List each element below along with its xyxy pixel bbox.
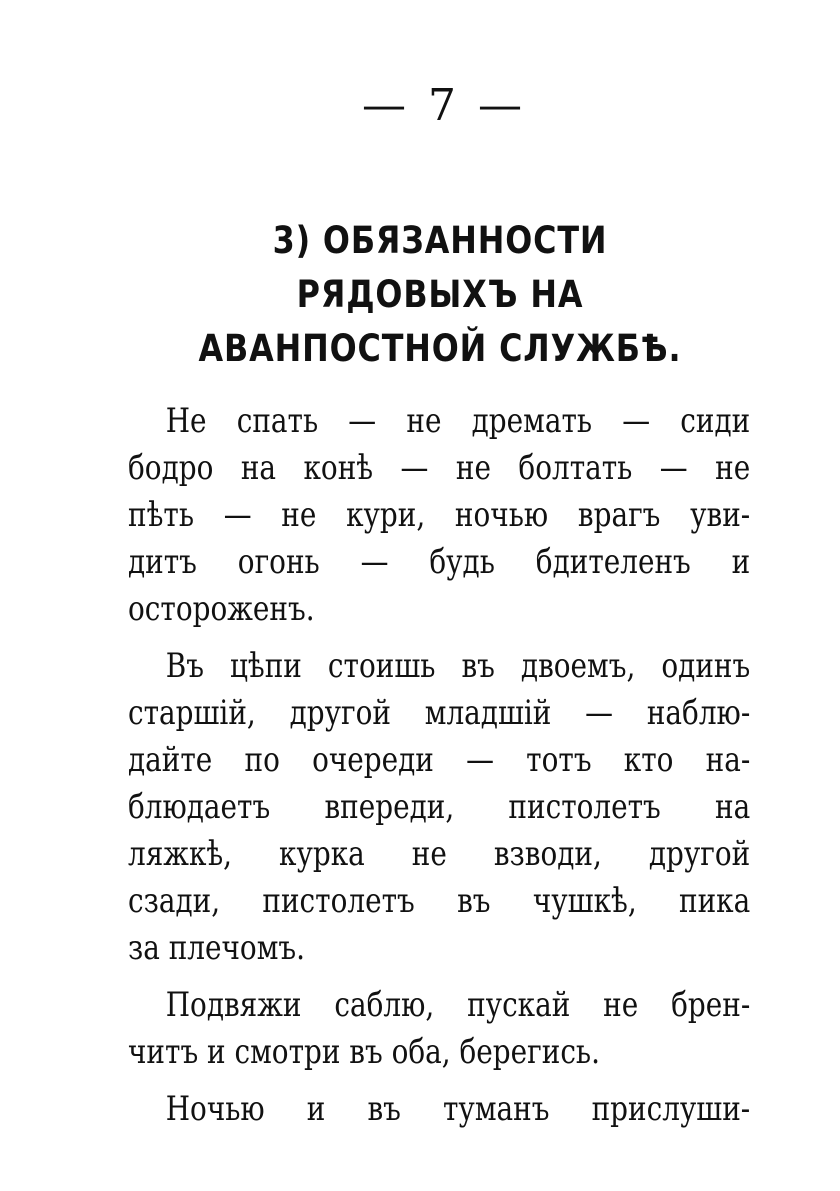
text-line: дитъ огонь — будь бдителенъ и xyxy=(128,542,751,582)
section-title-line: АВАНПОСТНОЙ СЛУЖБѢ. xyxy=(198,327,682,370)
text-line: пѣть — не кури, ночью врагъ уви- xyxy=(128,495,751,535)
text-line: сзади, пистолетъ въ чушкѣ, пика xyxy=(128,881,751,921)
text-line: Въ цѣпи стоишь въ двоемъ, одинъ xyxy=(165,646,751,686)
text-line: за плечомъ. xyxy=(128,928,305,968)
section-title-line: 3) ОБЯЗАННОСТИ РЯДОВЫХЪ НА xyxy=(272,219,608,316)
paragraph xyxy=(128,982,750,1076)
text-line: старшій, другой младшій — наблю- xyxy=(128,693,751,733)
text-line: Ночью и въ туманъ прислуши- xyxy=(165,1089,751,1129)
text-line: читъ и смотри въ оба, берегись. xyxy=(128,1032,600,1072)
text-line: Подвяжи саблю, пускай не брен- xyxy=(165,985,751,1025)
section-title xyxy=(165,214,715,376)
text-line: ляжкѣ, курка не взводи, другой xyxy=(128,834,751,874)
text-line: остороженъ. xyxy=(128,589,315,629)
text-line: Не спать — не дремать — сиди xyxy=(165,401,751,441)
page-number: — 7 — xyxy=(362,80,526,131)
text-line: блюдаетъ впереди, пистолетъ на xyxy=(128,787,751,827)
text-line: дайте по очереди — тотъ кто на- xyxy=(128,740,751,780)
body-text xyxy=(128,398,750,1133)
paragraph xyxy=(128,1086,750,1133)
paragraph xyxy=(128,398,750,633)
text-line: бодро на конѣ — не болтать — не xyxy=(128,448,751,488)
paragraph xyxy=(128,643,750,972)
